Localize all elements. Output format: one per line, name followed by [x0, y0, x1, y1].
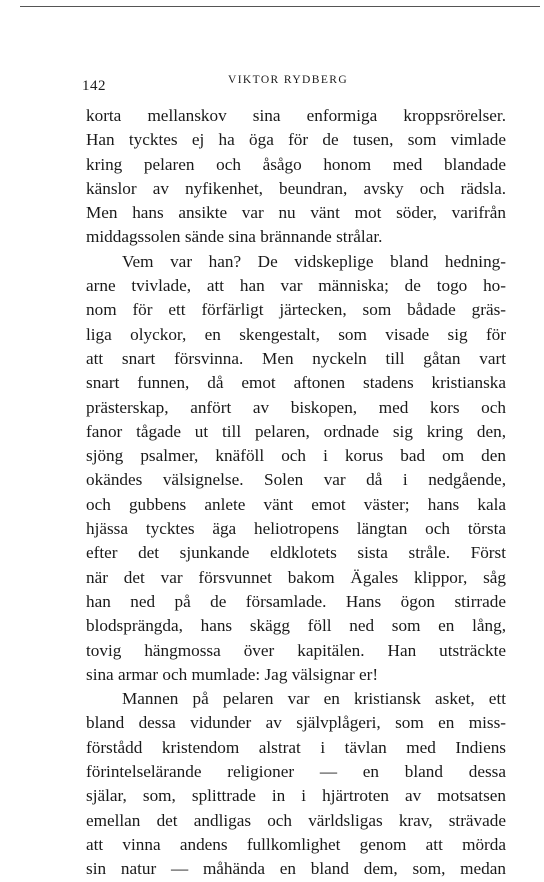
text-line: kring pelaren och åsågo honom med blandade: [86, 154, 506, 174]
text-line: Han tycktes ej ha öga för de tusen, som vimlade: [86, 130, 506, 150]
text-line: emellan det andligas och världsligas krav, strävade: [86, 810, 506, 830]
text-line: förintelselärande religioner — en bland dessa: [86, 762, 506, 782]
text-line: sjöng psalmer, knäföll och i korus bad om den: [86, 446, 506, 466]
text-line: blodsprängda, hans skägg föll ned som en lång,: [86, 616, 506, 636]
text-line: hjässa tycktes äga heliotropens längtan och törsta: [86, 519, 506, 539]
text-line: själar, som, splittrade in i hjärtroten av motsatsen: [86, 786, 506, 806]
text-line: okändes välsignelse. Solen var då i nedgående,: [86, 470, 506, 490]
text-line: efter det sjunkande eldklotets sista stråle. Först: [86, 543, 506, 563]
text-line: när det var försvunnet bakom Ägales klippor, såg: [86, 567, 506, 587]
text-line: och gubbens anlete vänt emot väster; hans kala: [86, 494, 506, 514]
text-line: bland dessa vidunder av självplågeri, som en miss-: [86, 713, 506, 733]
text-line: Men hans ansikte var nu vänt mot söder, varifrån: [86, 203, 506, 223]
page-number: 142: [82, 78, 106, 94]
text-line: att snart försvinna. Men nyckeln till gåtan vart: [86, 348, 506, 368]
text-line: sin natur — måhända en bland dem, som, medan: [86, 859, 506, 879]
text-line: snart funnen, då emot aftonen stadens kristianska: [86, 373, 506, 393]
text-line: att vinna andens fullkomlighet genom att mörda: [86, 834, 506, 854]
text-line: Vem var han? De vidskeplige bland hedning-: [122, 251, 506, 271]
text-line: sina armar och mumlade: Jag välsignar er!: [86, 664, 379, 684]
text-line: han ned på de församlade. Hans ögon stirrade: [86, 591, 506, 611]
body-text: [86, 104, 506, 882]
text-line: förstådd kristendom alstrat i tävlan med Indiens: [86, 737, 506, 757]
text-line: nom för ett förfärligt järtecken, som bådade gräs-: [86, 300, 506, 320]
text-line: känslor av nyfikenhet, beundran, avsky och rädsla.: [86, 178, 506, 198]
text-line: middagssolen sände sina brännande strålar.: [86, 227, 383, 247]
text-line: arne tvivlade, att han var människa; de togo ho-: [86, 276, 506, 296]
text-line: korta mellanskov sina enformiga kroppsrörelser.: [86, 106, 506, 125]
text-line: tovig hängmossa över kapitälen. Han utsträckte: [86, 640, 506, 660]
text-line: liga olyckor, en skengestalt, som visade sig för: [86, 324, 506, 344]
top-rule: [20, 6, 540, 7]
text-line: prästerskap, anfört av biskopen, med kors och: [86, 397, 506, 417]
running-head: VIKTOR RYDBERG: [228, 74, 349, 86]
text-line: fanor tågade ut till pelaren, ordnade sig kring den,: [86, 421, 506, 441]
text-line: Mannen på pelaren var en kristiansk asket, ett: [122, 689, 506, 709]
